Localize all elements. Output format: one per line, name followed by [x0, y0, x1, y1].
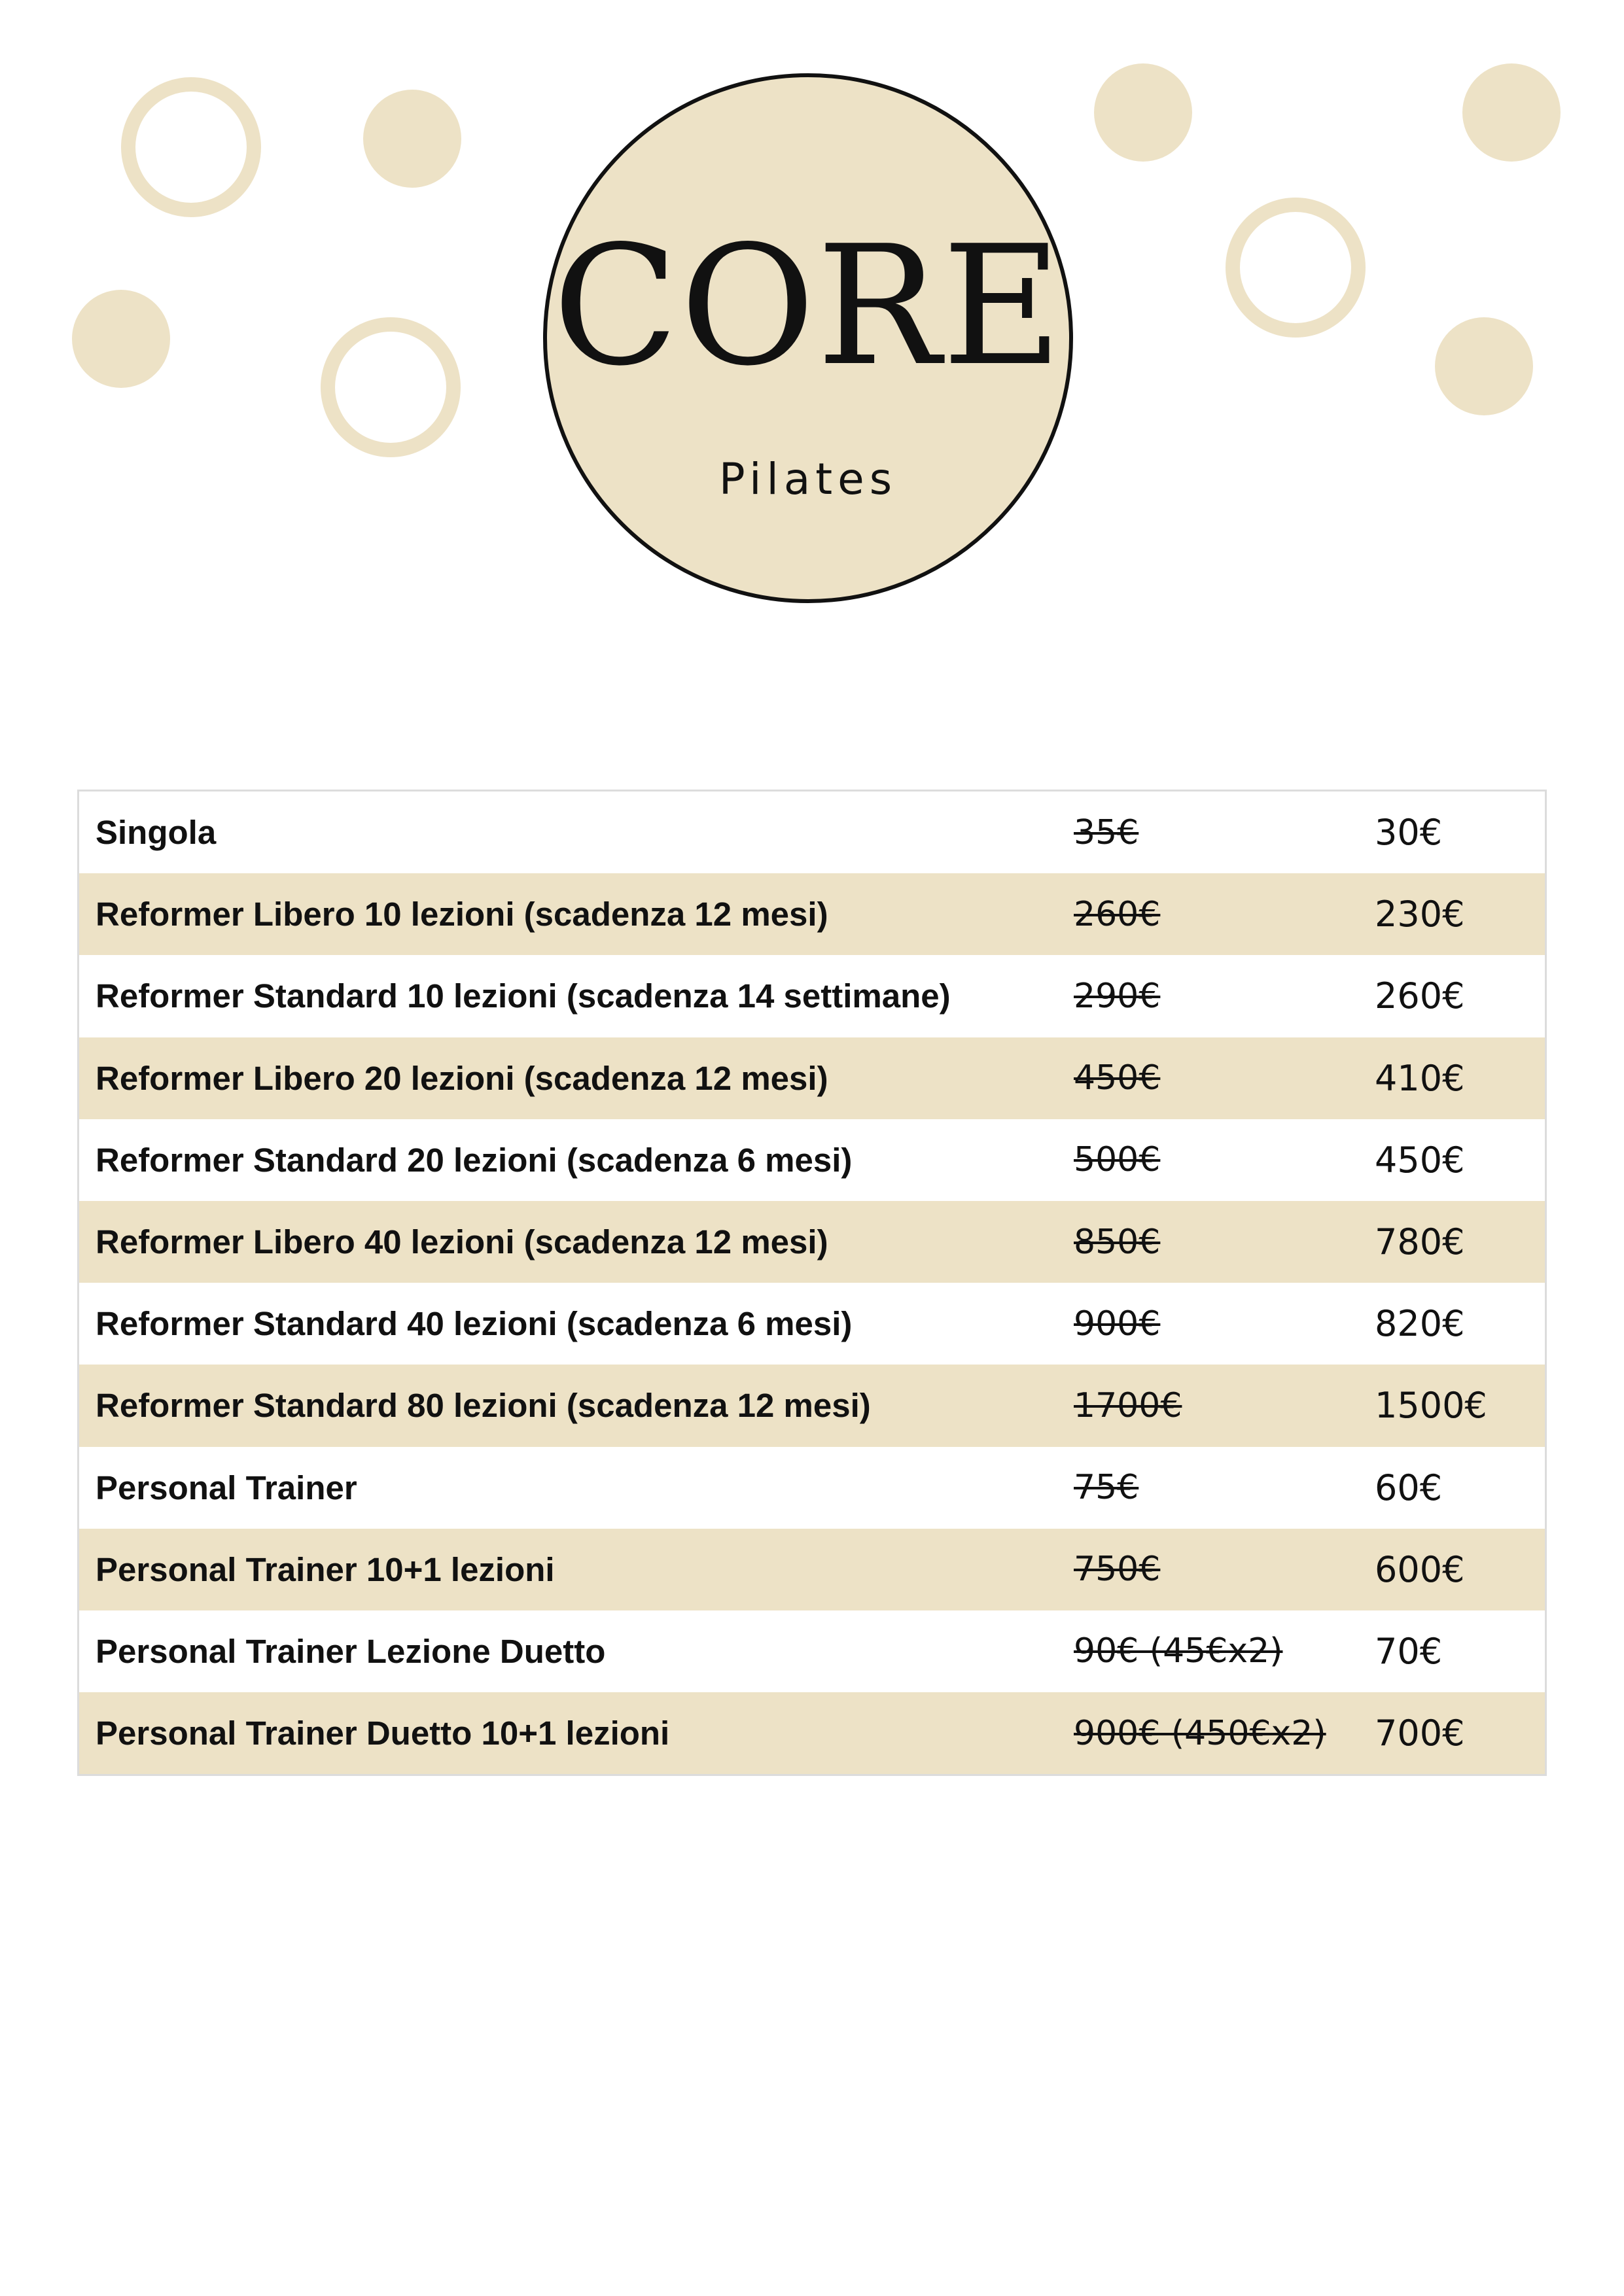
price-row	[79, 1037, 1545, 1119]
new-price: 30€	[1375, 812, 1443, 854]
old-price: 900€ (450€x2)	[1074, 1713, 1326, 1753]
old-price-cell	[1074, 1201, 1160, 1283]
old-price: 290€	[1074, 976, 1161, 1016]
decorative-ring	[121, 77, 261, 217]
package-name: Reformer Standard 10 lezioni (scadenza 14 settimane)	[96, 977, 951, 1015]
old-price-cell	[1074, 1365, 1182, 1446]
old-price: 35€	[1074, 812, 1139, 852]
decorative-dot	[363, 90, 461, 188]
package-name: Reformer Libero 40 lezioni (scadenza 12 mesi)	[96, 1223, 828, 1261]
new-price: 1500€	[1375, 1385, 1487, 1427]
package-name: Reformer Standard 20 lezioni (scadenza 6 mesi)	[96, 1141, 853, 1179]
old-price: 500€	[1074, 1140, 1161, 1180]
price-table	[77, 790, 1547, 1776]
old-price: 90€ (45€x2)	[1074, 1631, 1283, 1671]
decorative-ring	[1226, 198, 1366, 338]
old-price-cell	[1074, 873, 1160, 955]
old-price: 260€	[1074, 894, 1161, 934]
decorative-dot	[72, 290, 170, 388]
package-name: Reformer Standard 40 lezioni (scadenza 6 mesi)	[96, 1305, 853, 1343]
old-price: 850€	[1074, 1222, 1161, 1262]
price-row	[79, 1529, 1545, 1610]
new-price: 260€	[1375, 975, 1465, 1017]
package-name: Personal Trainer	[96, 1469, 357, 1506]
new-price: 60€	[1375, 1467, 1443, 1508]
package-name: Singola	[96, 814, 217, 852]
package-name: Reformer Standard 80 lezioni (scadenza 12 mesi)	[96, 1387, 871, 1425]
decorative-dot	[1462, 63, 1561, 162]
price-row	[79, 791, 1545, 873]
old-price-cell	[1074, 1529, 1160, 1610]
new-price: 600€	[1375, 1548, 1465, 1590]
new-price: 450€	[1375, 1139, 1465, 1181]
price-row	[79, 1610, 1545, 1692]
price-row	[79, 1692, 1545, 1774]
price-row	[79, 1365, 1545, 1446]
old-price-cell	[1074, 1119, 1160, 1201]
new-price: 700€	[1375, 1713, 1465, 1754]
old-price: 75€	[1074, 1468, 1139, 1508]
old-price-cell	[1074, 955, 1160, 1037]
new-price: 410€	[1375, 1057, 1465, 1099]
decorative-dot	[1435, 317, 1533, 415]
new-price: 70€	[1375, 1630, 1443, 1672]
old-price-cell	[1074, 791, 1139, 873]
old-price-cell	[1074, 1610, 1282, 1692]
old-price-cell	[1074, 1447, 1139, 1529]
old-price-cell	[1074, 1037, 1160, 1119]
logo-title: CORE	[552, 211, 1064, 402]
old-price-cell	[1074, 1692, 1326, 1774]
decorative-ring	[321, 317, 461, 457]
price-row	[79, 1447, 1545, 1529]
package-name: Personal Trainer Duetto 10+1 lezioni	[96, 1714, 670, 1752]
price-row	[79, 955, 1545, 1037]
price-row	[79, 1201, 1545, 1283]
old-price: 900€	[1074, 1304, 1161, 1344]
old-price: 1700€	[1074, 1385, 1182, 1425]
package-name: Personal Trainer Lezione Duetto	[96, 1632, 606, 1670]
new-price: 230€	[1375, 894, 1465, 935]
price-row	[79, 1119, 1545, 1201]
old-price-cell	[1074, 1283, 1160, 1365]
logo-badge	[543, 73, 1073, 603]
package-name: Reformer Libero 20 lezioni (scadenza 12 mesi)	[96, 1059, 828, 1097]
price-row	[79, 873, 1545, 955]
package-name: Reformer Libero 10 lezioni (scadenza 12 mesi)	[96, 896, 828, 933]
package-name: Personal Trainer 10+1 lezioni	[96, 1550, 555, 1588]
new-price: 820€	[1375, 1303, 1465, 1345]
old-price: 450€	[1074, 1058, 1161, 1098]
price-row	[79, 1283, 1545, 1365]
logo-subtitle: Pilates	[718, 454, 898, 504]
old-price: 750€	[1074, 1550, 1161, 1590]
decorative-dot	[1094, 63, 1192, 162]
new-price: 780€	[1375, 1221, 1465, 1263]
